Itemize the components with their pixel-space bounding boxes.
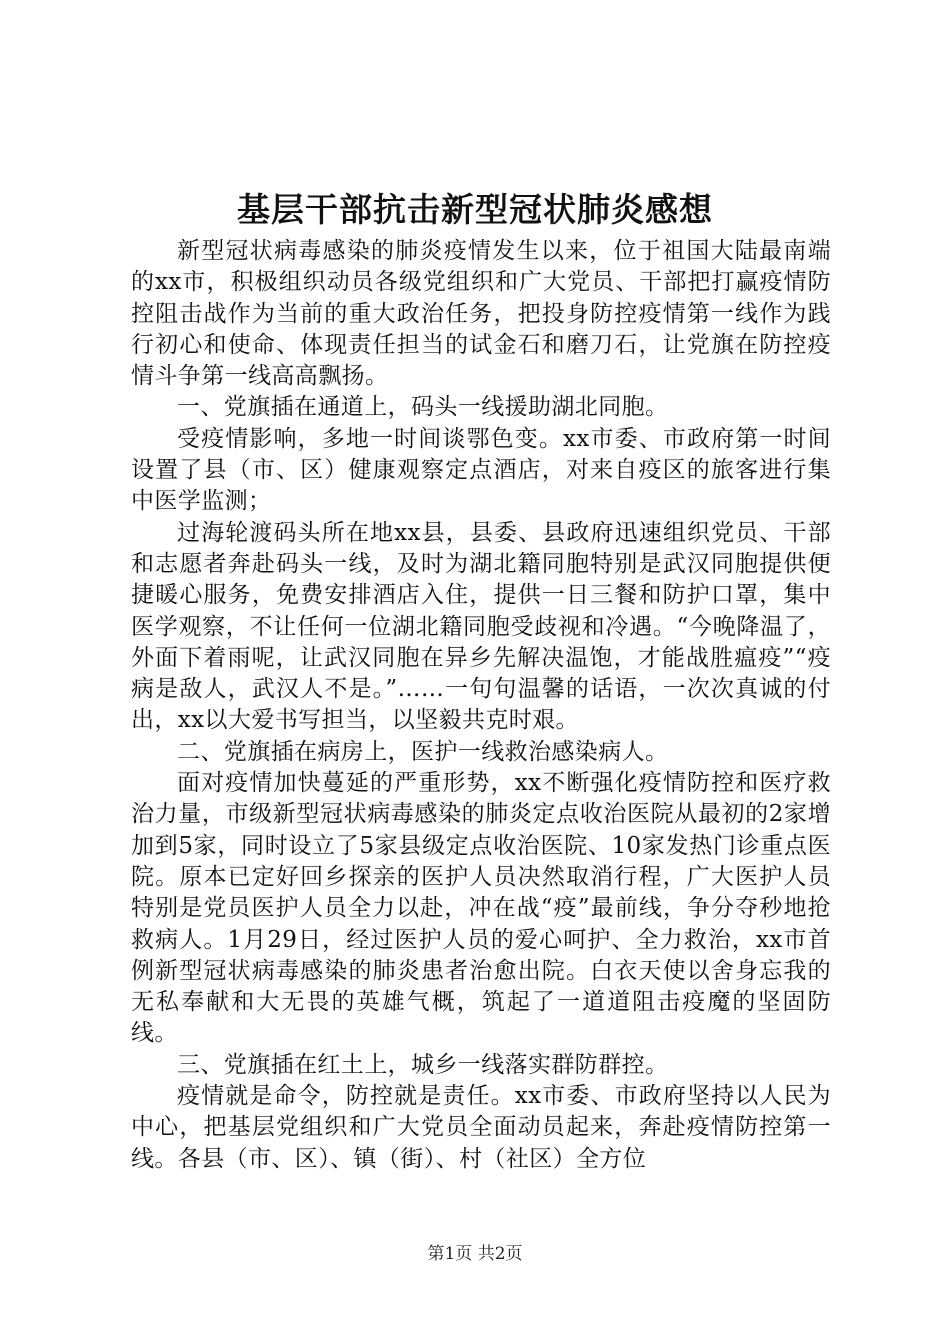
body-paragraph: 受疫情影响，多地一时间谈鄂色变。xx市委、市政府第一时间设置了县（市、区）健康观察定点酒店，对来自疫区的旅客进行集中医学监测； — [131, 425, 831, 515]
body-paragraph: 过海轮渡码头所在地xx县，县委、县政府迅速组织党员、干部和志愿者奔赴码头一线，及时为湖北籍同胞特别是武汉同胞提供便捷暖心服务，免费安排酒店入住，提供一日三餐和防护口罩，集中医学观察，不让任何一位湖北籍同胞受歧视和冷遇。“今晚降温了，外面下着雨呢，让武汉同胞在异乡先解决温饱，才能战胜瘟疫”“疫病是敌人，武汉人不是。”……一句句温馨的话语，一次次真诚的付出，xx以大爱书写担当，以坚毅共克时艰。 — [131, 519, 831, 734]
body-paragraph: 面对疫情加快蔓延的严重形势，xx不断强化疫情防控和医疗救治力量，市级新型冠状病毒感染的肺炎定点收治医院从最初的2家增加到5家，同时设立了5家县级定点收治医院、10家发热门诊重点医院。原本已定好回乡探亲的医护人员决然取消行程，广大医护人员特别是党员医护人员全力以赴，冲在战“疫”最前线，争分夺秒地抢救病人。1月29日，经过医护人员的爱心呵护、全力救治，xx市首例新型冠状病毒感染的肺炎患者治愈出院。白衣天使以舍身忘我的无私奉献和大无畏的英雄气概，筑起了一道道阻击疫魔的坚固防线。 — [131, 770, 831, 1047]
section-heading-1: 一、党旗插在通道上，码头一线援助湖北同胞。 — [177, 394, 669, 421]
body-paragraph: 疫情就是命令，防控就是责任。xx市委、市政府坚持以人民为中心，把基层党组织和广大党员全面动员起来，奔赴疫情防控第一线。各县（市、区）、镇（街）、村（社区）全方位 — [131, 1083, 831, 1172]
document-body — [131, 236, 831, 1175]
section-heading-3: 三、党旗插在红土上，城乡一线落实群防群控。 — [177, 1051, 669, 1078]
intro-paragraph: 新型冠状病毒感染的肺炎疫情发生以来，位于祖国大陆最南端的xx市，积极组织动员各级党组织和广大党员、干部把打赢疫情防控阻击战作为当前的重大政治任务，把投身防控疫情第一线作为践行初心和使命、体现责任担当的试金石和磨刀石，让党旗在防控疫情斗争第一线高高飘扬。 — [131, 238, 831, 390]
document-title: 基层干部抗击新型冠状肺炎感想 — [237, 190, 713, 229]
page-footer: 第1页 共2页 — [427, 1244, 523, 1264]
section-heading-2: 二、党旗插在病房上，医护一线救治感染病人。 — [177, 738, 669, 765]
